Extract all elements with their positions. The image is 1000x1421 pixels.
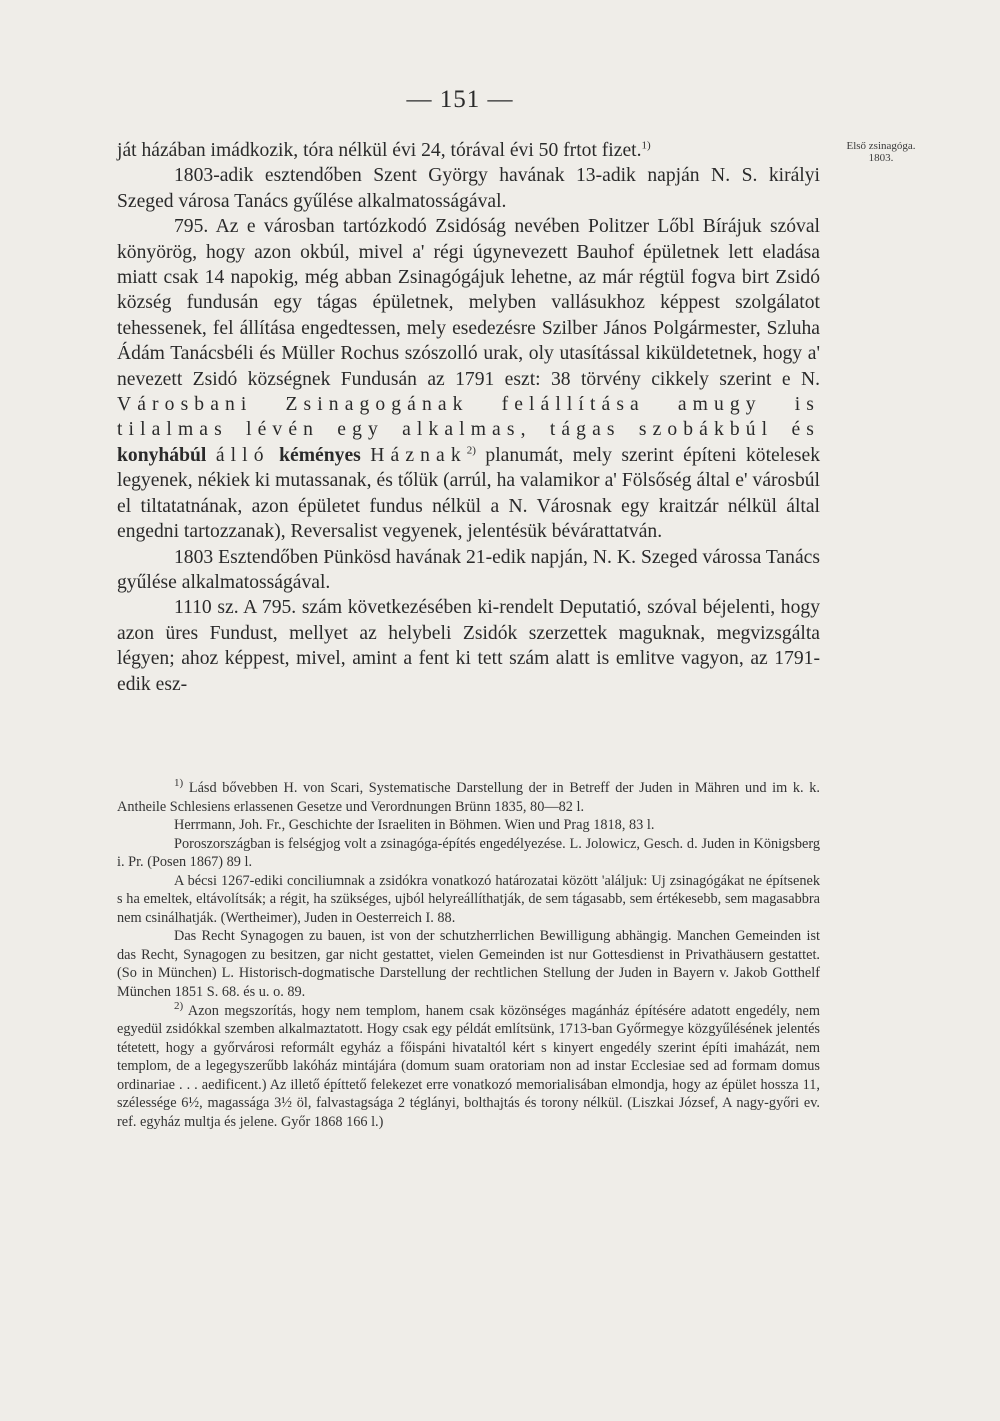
bold-text: konyhábúl — [117, 444, 207, 466]
margin-note-year: 1803. — [868, 152, 894, 164]
main-text — [117, 138, 820, 697]
footnote: $^{1)}$ Lásd bővebben H. von Scari, Systematische Darstellung der in Betreff der Juden in Mähren und im k. k. Antheile Schlesiens erlassenen Gesetze und Verordnungen Brünn 1835, 80—82 l. — [117, 777, 821, 815]
spaced-text: álló — [215, 444, 270, 466]
margin-note — [826, 140, 936, 164]
footnote: $^{2)}$ Azon megszorítás, hogy nem templom, hanem csak közönséges magánház építésére adatott engedély, nem egyedül zsidókkal szemben alkalmaztatott. Hogy csak egy példát említsünk, 1713-ban Győrmegye közgyűlésének jelentés tétetett, hogy a győrvárosi reformált egyház a főispáni hivataltól kért s kinyert engedély szerint építi imaházát, nem templom, de a legegyszerűbb lakóház mintájára (domum suam oratoriam non ad instar Ecclesiae sed ad formam domus ordinariae . . . aedificent.) Az illető építtető felekezet erre vonatkozó memorialisában elmondja, hogy az épület hossza 11, szélessége 6½, magassága 3½ öl, falvastagsága 2 téglányi, bolthajtás és torony nélkül. (Liszkai József, A nagy-győri ev. ref. egyház multja és jelene. Győr 1868 166 l.) — [117, 999, 821, 1130]
spaced-text: Városbani Zsinagogának felállítása amugy is tilalmas lévén egy alkalmas, tágas szobákbúl és — [117, 394, 820, 441]
paragraph: 1803-adik esztendőben Szent György havának 13-adik napján N. S. királyi Szeged városa Tanács gyűlése alkalmatosságával. — [117, 165, 820, 212]
spaced-text: Háznak — [370, 444, 467, 466]
footnote: Poroszországban is felségjog volt a zsinagóga-építés engedélyezése. L. Jolowicz, Gesch. d. Juden in Königsberg i. Pr. (Posen 1867) 89 l. — [117, 835, 820, 871]
footnotes — [117, 779, 820, 1131]
paragraph: 1110 sz. A 795. szám következésében ki-rendelt Deputatió, szóval béjelenti, hogy azon üres Fundust, mellyet az helybeli Zsidók szerzettek maguknak, megvizsgálta légyen; ahoz képpest, mivel, amint a fent ki tett szám alatt is emlitve vagyon, az 1791-edik esz- — [117, 597, 820, 695]
footnote-ref: 2) — [466, 444, 476, 457]
footnote-ref: 1) — [641, 139, 651, 152]
footnote-mark: 1) — [174, 777, 184, 790]
footnote: Das Recht Synagogen zu bauen, ist von der schutzherrlichen Bewilligung abhängig. Manchen Gemeinden ist das Recht, Synagogen zu besitzen, gar nicht gestattet, vielen Gemeinden ist nur Gottesdienst in Privathäusern gestattet. (So in München) L. Historisch-dogmatische Darstellung der rechtlichen Stellung der Juden in Bayern v. Jakob Gotthelf München 1851 S. 68. és u. o. 89. — [117, 928, 820, 1001]
page-number: — 151 — — [406, 86, 514, 113]
bold-text: kéményes — [279, 444, 361, 466]
footnote: Herrmann, Joh. Fr., Geschichte der Israeliten in Böhmen. Wien und Prag 1818, 83 l. — [174, 817, 655, 834]
margin-note-title: Első zsinagóga. — [846, 140, 916, 152]
paragraph-text: planumát, mely szerint építeni kötelesek legyenek, nékiek ki mutassanak, és tőlük (arrúl, ha valamikor a' Fölsőség által e' városbúl el tiltatatnának, azon épületet fundus nélkül a N. Városnak egy kraitzár nélkül által engedni tartozzanak), Reversalist vegyenek, jelentésük bévárattatván. — [117, 444, 820, 543]
paragraph-text: ját házában imádkozik, tóra nélkül évi 24, tórával évi 50 frtot fizet. — [117, 140, 642, 161]
paragraph: 1803 Esztendőben Pünkösd havának 21-edik napján, N. K. Szeged várossa Tanács gyűlése alkalmatosságával. — [117, 546, 820, 593]
footnote: A bécsi 1267-ediki conciliumnak a zsidókra vonatkozó határozatai között 'aláljuk: Uj zsinagógákat ne építsenek s ha emeltek, eltávolítsák; a régit, ha szükséges, ujból helyreállíthatják, de sem tágasabb, sem értékesebb, sem magasabbra nem csinálhatják. (Wertheimer), Juden in Oesterreich I. 88. — [117, 872, 820, 926]
footnote-mark: 2) — [174, 999, 184, 1012]
paragraph — [117, 138, 820, 163]
paragraph-text: 795. Az e városban tartózkodó Zsidóság nevében Politzer Lőbl Bírájuk szóval könyörög, hogy azon okbúl, mivel a' régi úgynevezett Bauhof épületnek lett eladása miatt csak 14 napokig, még abban Zsinagógájuk lehetne, az már régtül fogva birt Zsidó község fundusán egy tágas épületnek, melyben vallásukhoz képpest szolgálatot tehessenek, fel állítása engedtessen, mely esedezésre Szilber János Polgármester, Szluha Ádám Tanácsbéli és Müller Rochus szószolló urak, oly utasítással kiküldetetnek, hogy a' nevezett Zsidó községnek Fundusán az 1791 eszt: 38 törvény cikkely szerint e N. — [117, 216, 820, 390]
paragraph — [117, 214, 820, 544]
